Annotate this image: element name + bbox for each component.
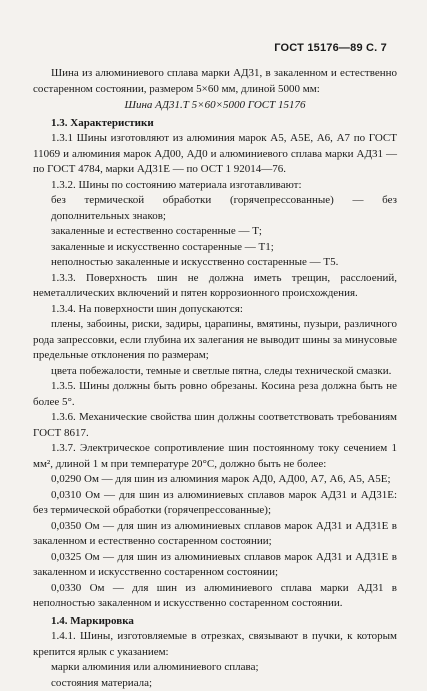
resistance-item-1: 0,0290 Ом — для шин из алюминия марок АД0, АД00, А7, А6, А5, А5Е; xyxy=(33,472,397,488)
resistance-item-2: 0,0310 Ом — для шин из алюминиевых сплавов марок АД31 и АД31Е: без термической обработки (горячепрессованные); xyxy=(33,488,397,519)
state-item-2: закаленные и естественно состаренные — Т; xyxy=(51,224,397,240)
section-heading-characteristics: 1.3. Характеристики xyxy=(51,116,397,132)
designation-example: Шина АД31.Т 5×60×5000 ГОСТ 15176 xyxy=(33,98,397,114)
resistance-item-3: 0,0350 Ом — для шин из алюминиевых сплавов марок АД31 и АД31Е в закаленном и естественно состаренном состоянии; xyxy=(33,519,397,550)
marking-item-1: марки алюминия или алюминиевого сплава; xyxy=(51,660,397,676)
intro-paragraph: Шина из алюминиевого сплава марки АД31, в закаленном и естественно состаренном состоянии, размером 5×60 мм, длиной 5000 мм: xyxy=(33,66,397,97)
resistance-item-5: 0,0330 Ом — для шин из алюминиевого сплава марки АД31 в неполностью закаленном и искусственно состаренном состоянии. xyxy=(33,581,397,612)
paragraph-1-3-4: 1.3.4. На поверхности шин допускаются: xyxy=(33,302,397,318)
state-item-3: закаленные и искусственно состаренные — Т1; xyxy=(51,240,397,256)
state-item-1: без термической обработки (горячепрессованные) — без дополнительных знаков; xyxy=(51,193,397,224)
page-header: ГОСТ 15176—89 С. 7 xyxy=(274,42,387,54)
paragraph-1-3-1: 1.3.1 Шины изготовляют из алюминия марок А5, А5Е, А6, А7 по ГОСТ 11069 и алюминия марок АД00, АД0 и алюминиевого сплава марки АД31 — по ГОСТ 4784, марки АД31Е — по ОСТ 1 92014—76. xyxy=(33,131,397,178)
resistance-item-4: 0,0325 Ом — для шин из алюминиевых сплавов марок АД31 и АД31Е в закаленном и искусственно состаренном состоянии; xyxy=(33,550,397,581)
paragraph-1-3-6: 1.3.6. Механические свойства шин должны соответствовать требованиям ГОСТ 8617. xyxy=(33,410,397,441)
page-body xyxy=(33,66,397,691)
paragraph-1-3-2: 1.3.2. Шины по состоянию материала изготавливают: xyxy=(33,178,397,194)
section-heading-marking: 1.4. Маркировка xyxy=(51,614,397,630)
state-item-4: неполностью закаленные и искусственно состаренные — Т5. xyxy=(51,255,397,271)
paragraph-1-3-4-defects: плены, забоины, риски, задиры, царапины, вмятины, пузыри, различного рода запрессовки, если глубина их залегания не выводит шины за минусовые предельные отклонения по размерам; xyxy=(33,317,397,364)
paragraph-1-3-3: 1.3.3. Поверхность шин не должна иметь трещин, расслоений, неметаллических включений и пятен коррозионного происхождения. xyxy=(33,271,397,302)
paragraph-1-3-4-colors: цвета побежалости, темные и светлые пятна, следы технической смазки. xyxy=(33,364,397,380)
paragraph-1-3-5: 1.3.5. Шины должны быть ровно обрезаны. Косина реза должна быть не более 5°. xyxy=(33,379,397,410)
paragraph-1-4-1: 1.4.1. Шины, изготовляемые в отрезках, связывают в пучки, к которым крепится ярлык с указанием: xyxy=(33,629,397,660)
paragraph-1-3-7: 1.3.7. Электрическое сопротивление шин постоянному току сечением 1 мм², длиной 1 м при температуре 20°С, должно быть не более: xyxy=(33,441,397,472)
marking-item-2: состояния материала; xyxy=(51,676,397,691)
